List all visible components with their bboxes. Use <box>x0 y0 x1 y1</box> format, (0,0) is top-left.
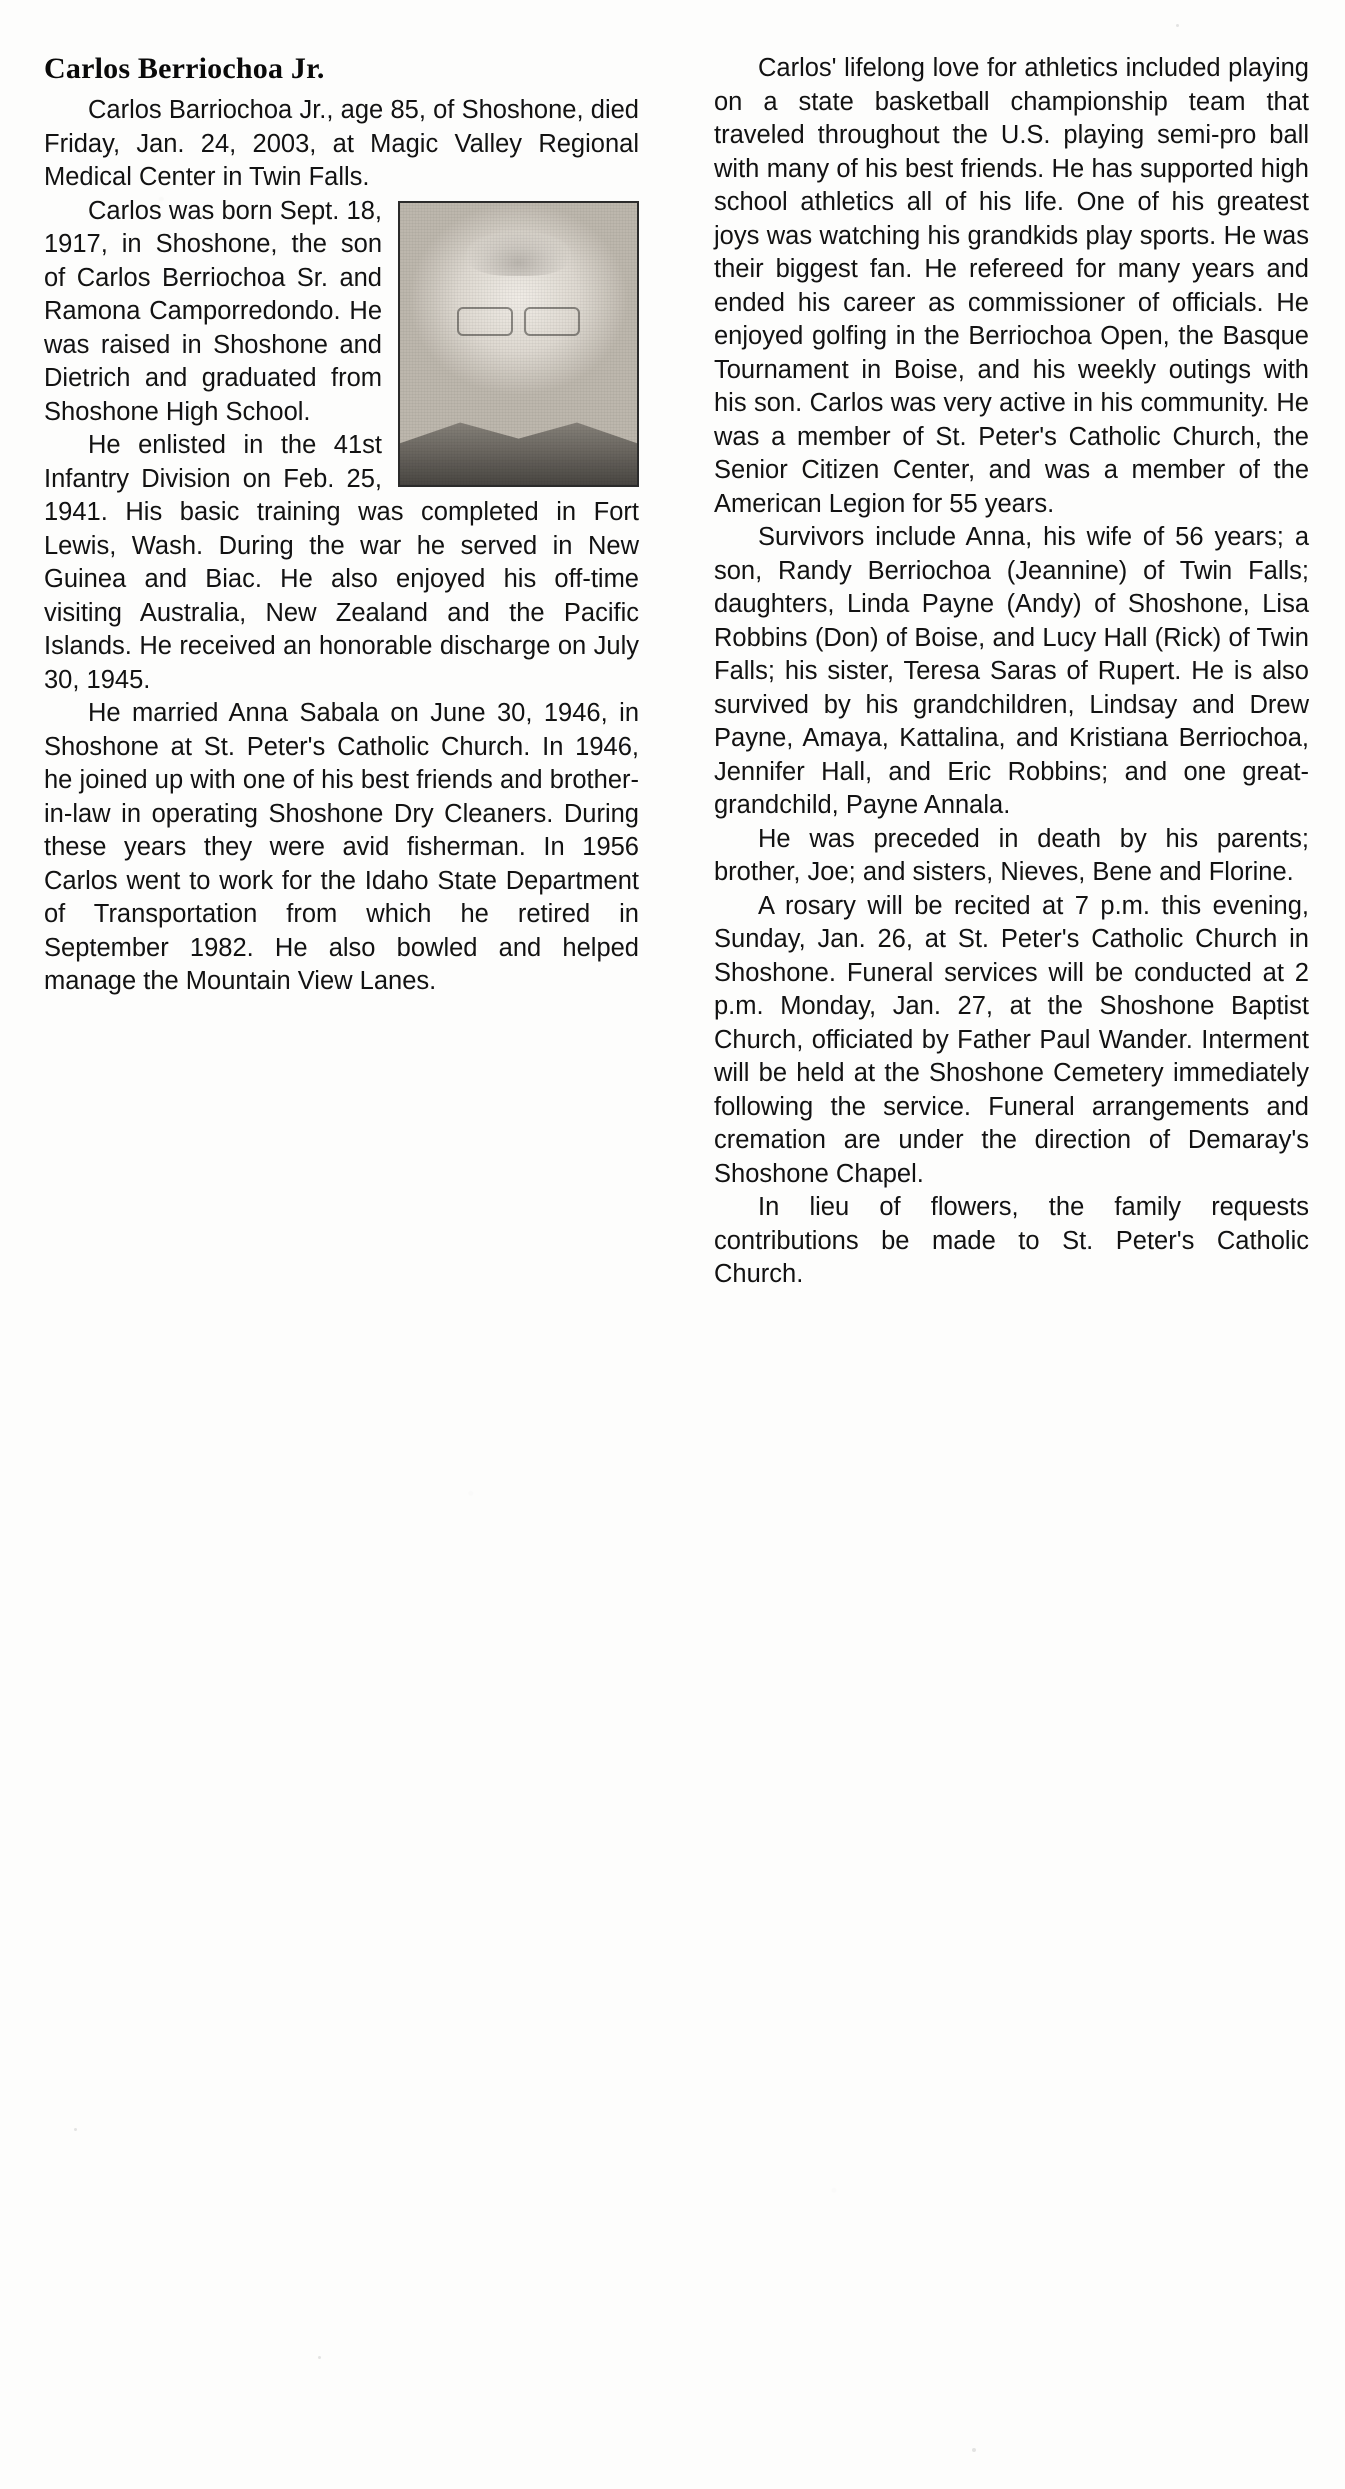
paragraph: A rosary will be recited at 7 p.m. this evening, Sunday, Jan. 26, at St. Peter's Catholic Church in Shoshone. Funeral services will be conducted at 2 p.m. Monday, Jan. 27, at the Shoshone Baptist Church, officiated by Father Paul Wander. Interment will be held at the Shoshone Cemetery immediately following the service. Funeral arrangements and cremation are under the direction of Demaray's Shoshone Chapel. <box>714 891 1309 1188</box>
portrait-photo <box>398 201 639 487</box>
paper-speck <box>74 2128 77 2131</box>
paper-speck <box>1176 24 1179 27</box>
left-column <box>44 52 639 999</box>
paper-speck <box>318 2356 321 2359</box>
paragraph: He was preceded in death by his parents; brother, Joe; and sisters, Nieves, Bene and Florine. <box>714 824 1309 886</box>
paragraph: He married Anna Sabala on June 30, 1946, in Shoshone at St. Peter's Catholic Church. In 1946, he joined up with one of his best friends and brother-in-law in operating Shoshone Dry Cleaners. During these years they were avid fisherman. In 1956 Carlos went to work for the Idaho State Department of Transportation from which he retired in September 1982. He also bowled and helped manage the Mountain View Lanes. <box>44 699 639 995</box>
paragraph: Survivors include Anna, his wife of 56 years; a son, Randy Berriochoa (Jeannine) of Twin Falls; daughters, Linda Payne (Andy) of Shoshone, Lisa Robbins (Don) of Boise, and Lucy Hall (Rick) of Twin Falls; his sister, Teresa Saras of Rupert. He is also survived by his grandchildren, Lindsay and Drew Payne, Amaya, Kattalina, and Kristiana Berriochoa, Jennifer Hall, and Eric Robbins; and one great-grandchild, Payne Annala. <box>714 523 1309 819</box>
paragraph: Carlos was born Sept. 18, 1917, in Shoshone, the son of Carlos Berriochoa Sr. and Ramona Camporredondo. He was raised in Shoshone and Dietrich and graduated from Shoshone High School. <box>44 196 382 426</box>
right-column <box>714 52 1309 1292</box>
paragraph: Carlos' lifelong love for athletics included playing on a state basketball championship team that traveled throughout the U.S. playing semi-pro ball with many of his best friends. He has supported high school athletics all of his life. One of his greatest joys was watching his grandkids play sports. He was their biggest fan. He refereed for many years and ended his career as commissioner of officials. He enjoyed golfing in the Berriochoa Open, the Basque Tournament in Boise, and his weekly outings with his son. Carlos was very active in his community. He was a member of St. Peter's Catholic Church, the Senior Citizen Center, and was a member of the American Legion for 55 years. <box>714 54 1309 518</box>
paragraph: He enlisted in the 41st Infantry Division on Feb. 25, 1941. His basic training was completed in Fort Lewis, Wash. During the war he served in New Guinea and Biac. He also enjoyed his off-time visiting Australia, New Zealand and the Pacific Islands. He received an honorable discharge on July 30, 1945. <box>44 431 639 694</box>
paragraph: Carlos Barriochoa Jr., age 85, of Shoshone, died Friday, Jan. 24, 2003, at Magic Valley Regional Medical Center in Twin Falls. <box>44 96 639 191</box>
halftone-grain <box>400 203 637 485</box>
page-title: Carlos Berriochoa Jr. <box>44 52 325 85</box>
paper-speck <box>972 2448 976 2452</box>
paragraph: In lieu of flowers, the family requests contributions be made to St. Peter's Catholic Church. <box>714 1193 1309 1288</box>
